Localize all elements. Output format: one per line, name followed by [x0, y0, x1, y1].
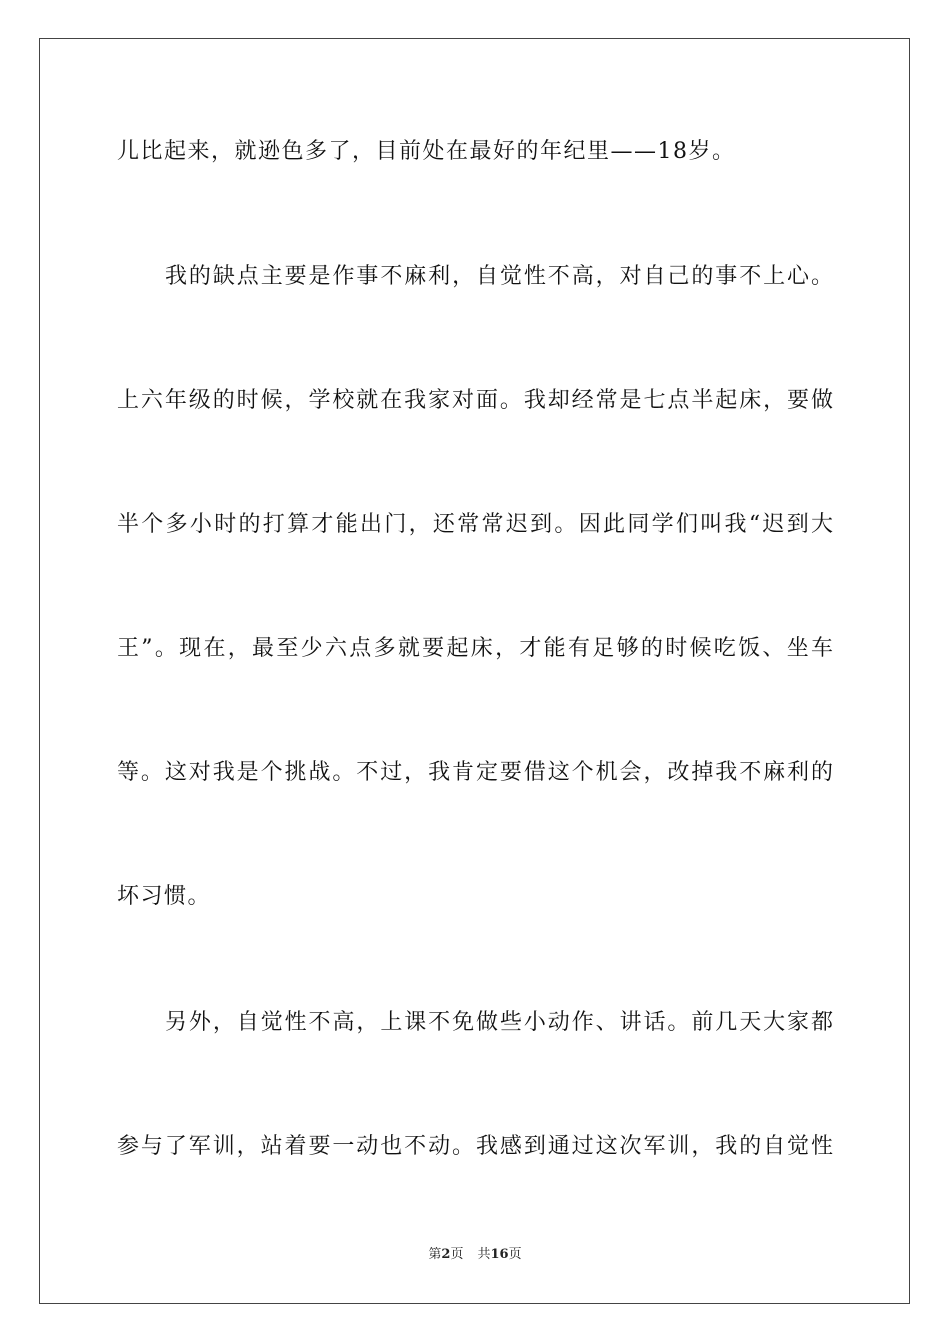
page-label-suffix: 页	[450, 1247, 464, 1262]
text-line-1: 儿比起来，就逊色多了，目前处在最好的年纪里——18岁。	[117, 139, 736, 164]
text-line-3: 上六年级的时候，学校就在我家对面。我却经常是七点半起床，要做	[117, 388, 833, 413]
text-line-5: 王”。现在，最至少六点多就要起床，才能有足够的时候吃饭、坐车	[117, 636, 833, 661]
text-line-4: 半个多小时的打算才能出门，还常常迟到。因此同学们叫我“迟到大	[117, 512, 833, 537]
text-line-7: 坏习惯。	[117, 884, 212, 909]
text-line-2: 我的缺点主要是作事不麻利，自觉性不高，对自己的事不上心。	[165, 264, 833, 289]
page-footer	[0, 1246, 950, 1264]
total-label-prefix: 共	[477, 1247, 491, 1262]
total-pages: 16	[490, 1247, 509, 1262]
text-line-9: 参与了军训，站着要一动也不动。我感到通过这次军训，我的自觉性	[117, 1134, 833, 1159]
page-number: 2	[441, 1247, 451, 1262]
page-border	[39, 38, 910, 1304]
page-label-prefix: 第	[428, 1247, 442, 1262]
text-line-6: 等。这对我是个挑战。不过，我肯定要借这个机会，改掉我不麻利的	[117, 760, 833, 785]
total-label-suffix: 页	[508, 1247, 522, 1262]
text-line-8: 另外，自觉性不高，上课不免做些小动作、讲话。前几天大家都	[165, 1010, 833, 1035]
